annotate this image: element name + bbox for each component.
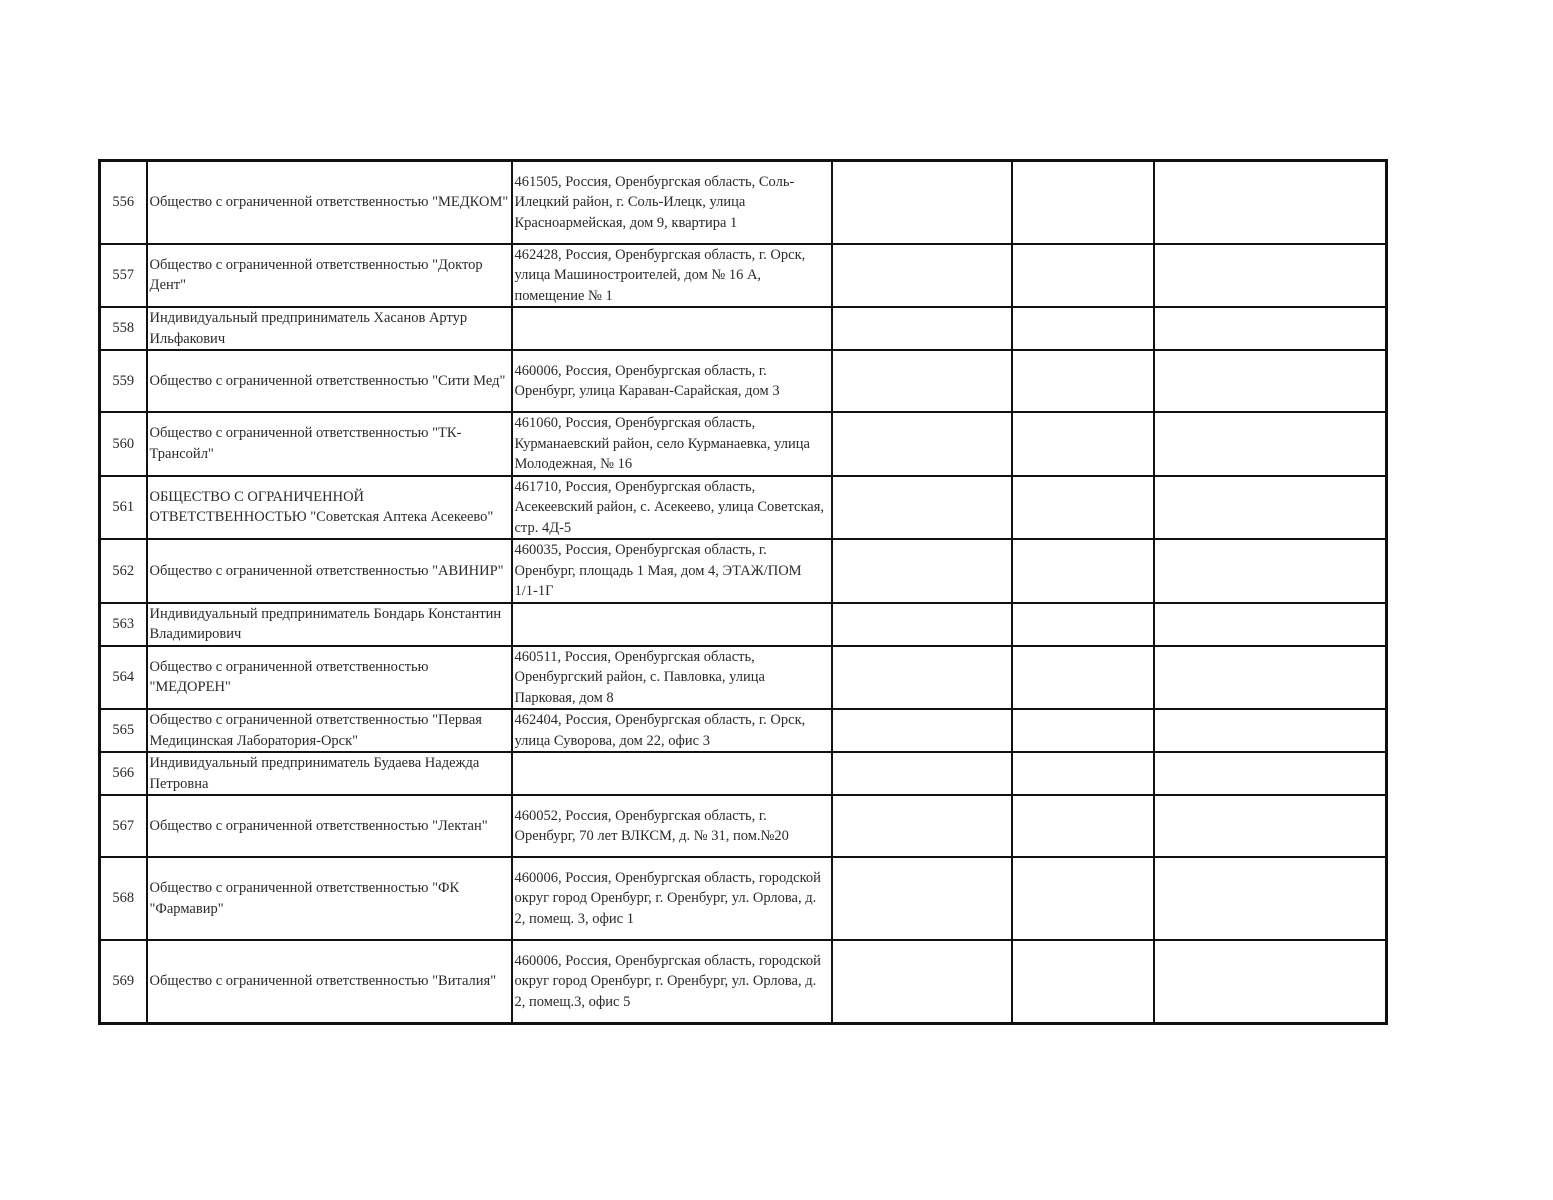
empty-cell xyxy=(1012,307,1154,350)
empty-cell xyxy=(1154,412,1387,476)
empty-cell xyxy=(832,603,1012,646)
organization-name: Общество с ограниченной ответственностью "Доктор Дент" xyxy=(147,244,512,308)
row-number: 569 xyxy=(100,940,147,1023)
empty-cell xyxy=(1012,857,1154,940)
empty-cell xyxy=(832,350,1012,412)
empty-cell xyxy=(1154,709,1387,752)
table-row xyxy=(100,307,1387,350)
row-number: 564 xyxy=(100,646,147,710)
organization-address: 461505, Россия, Оренбургская область, Соль-Илецкий район, г. Соль-Илецк, улица Красноармейская, дом 9, квартира 1 xyxy=(512,161,832,244)
empty-cell xyxy=(1012,709,1154,752)
organization-name: Общество с ограниченной ответственностью "Первая Медицинская Лаборатория-Орск" xyxy=(147,709,512,752)
empty-cell xyxy=(1012,412,1154,476)
empty-cell xyxy=(1154,603,1387,646)
organization-name: Общество с ограниченной ответственностью "АВИНИР" xyxy=(147,539,512,603)
empty-cell xyxy=(832,795,1012,857)
empty-cell xyxy=(1154,646,1387,710)
empty-cell xyxy=(832,412,1012,476)
table-row xyxy=(100,539,1387,603)
row-number: 557 xyxy=(100,244,147,308)
empty-cell xyxy=(1154,752,1387,795)
table-row xyxy=(100,412,1387,476)
organization-address: 460006, Россия, Оренбургская область, городской округ город Оренбург, г. Оренбург, ул. Орлова, д. 2, помещ.3, офис 5 xyxy=(512,940,832,1023)
row-number: 556 xyxy=(100,161,147,244)
empty-cell xyxy=(1154,857,1387,940)
organization-address xyxy=(512,752,832,795)
empty-cell xyxy=(832,476,1012,540)
empty-cell xyxy=(1012,646,1154,710)
row-number: 559 xyxy=(100,350,147,412)
organization-address: 460511, Россия, Оренбургская область, Оренбургский район, с. Павловка, улица Парковая, дом 8 xyxy=(512,646,832,710)
organization-name: Индивидуальный предприниматель Бондарь Константин Владимирович xyxy=(147,603,512,646)
empty-cell xyxy=(1154,539,1387,603)
empty-cell xyxy=(832,539,1012,603)
empty-cell xyxy=(1154,795,1387,857)
organization-address: 460052, Россия, Оренбургская область, г. Оренбург, 70 лет ВЛКСМ, д. № 31, пом.№20 xyxy=(512,795,832,857)
organization-address: 462404, Россия, Оренбургская область, г. Орск, улица Суворова, дом 22, офис 3 xyxy=(512,709,832,752)
empty-cell xyxy=(1012,795,1154,857)
empty-cell xyxy=(832,752,1012,795)
organization-name: Общество с ограниченной ответственностью "ФК "Фармавир" xyxy=(147,857,512,940)
table-row xyxy=(100,350,1387,412)
empty-cell xyxy=(832,244,1012,308)
table-row xyxy=(100,857,1387,940)
empty-cell xyxy=(1154,940,1387,1023)
empty-cell xyxy=(1012,539,1154,603)
organization-address: 461060, Россия, Оренбургская область, Курманаевский район, село Курманаевка, улица Молодежная, № 16 xyxy=(512,412,832,476)
row-number: 565 xyxy=(100,709,147,752)
empty-cell xyxy=(1012,350,1154,412)
table-row xyxy=(100,940,1387,1023)
row-number: 560 xyxy=(100,412,147,476)
empty-cell xyxy=(1012,940,1154,1023)
table-row xyxy=(100,161,1387,244)
empty-cell xyxy=(1012,161,1154,244)
registry-table xyxy=(98,159,1388,1025)
empty-cell xyxy=(1012,244,1154,308)
empty-cell xyxy=(832,709,1012,752)
table-row xyxy=(100,752,1387,795)
row-number: 562 xyxy=(100,539,147,603)
organization-name: Общество с ограниченной ответственностью "Сити Мед" xyxy=(147,350,512,412)
row-number: 566 xyxy=(100,752,147,795)
organization-name: Общество с ограниченной ответственностью "МЕДКОМ" xyxy=(147,161,512,244)
empty-cell xyxy=(832,161,1012,244)
organization-name: Общество с ограниченной ответственностью "ТК-Трансойл" xyxy=(147,412,512,476)
empty-cell xyxy=(1154,161,1387,244)
organization-name: Общество с ограниченной ответственностью "МЕДОРЕН" xyxy=(147,646,512,710)
organization-address xyxy=(512,603,832,646)
table-row xyxy=(100,709,1387,752)
row-number: 561 xyxy=(100,476,147,540)
organization-address: 460006, Россия, Оренбургская область, г. Оренбург, улица Караван-Сарайская, дом 3 xyxy=(512,350,832,412)
empty-cell xyxy=(832,940,1012,1023)
empty-cell xyxy=(1012,603,1154,646)
table-row xyxy=(100,603,1387,646)
empty-cell xyxy=(1154,476,1387,540)
table-row xyxy=(100,476,1387,540)
empty-cell xyxy=(1154,244,1387,308)
table-row xyxy=(100,795,1387,857)
empty-cell xyxy=(1154,307,1387,350)
row-number: 563 xyxy=(100,603,147,646)
row-number: 558 xyxy=(100,307,147,350)
table-row xyxy=(100,244,1387,308)
organization-name: Общество с ограниченной ответственностью "Лектан" xyxy=(147,795,512,857)
organization-address: 461710, Россия, Оренбургская область, Асекеевский район, с. Асекеево, улица Советская, стр. 4Д-5 xyxy=(512,476,832,540)
empty-cell xyxy=(1012,752,1154,795)
organization-name: Общество с ограниченной ответственностью "Виталия" xyxy=(147,940,512,1023)
organization-name: Индивидуальный предприниматель Хасанов Артур Ильфакович xyxy=(147,307,512,350)
empty-cell xyxy=(832,307,1012,350)
empty-cell xyxy=(1012,476,1154,540)
organization-name: ОБЩЕСТВО С ОГРАНИЧЕННОЙ ОТВЕТСТВЕННОСТЬЮ "Советская Аптека Асекеево" xyxy=(147,476,512,540)
empty-cell xyxy=(1154,350,1387,412)
organization-address: 462428, Россия, Оренбургская область, г. Орск, улица Машиностроителей, дом № 16 А, помещение № 1 xyxy=(512,244,832,308)
row-number: 567 xyxy=(100,795,147,857)
organization-address: 460035, Россия, Оренбургская область, г. Оренбург, площадь 1 Мая, дом 4, ЭТАЖ/ПОМ 1/1-1Г xyxy=(512,539,832,603)
row-number: 568 xyxy=(100,857,147,940)
organization-name: Индивидуальный предприниматель Будаева Надежда Петровна xyxy=(147,752,512,795)
empty-cell xyxy=(832,857,1012,940)
organization-address xyxy=(512,307,832,350)
table-row xyxy=(100,646,1387,710)
empty-cell xyxy=(832,646,1012,710)
organization-address: 460006, Россия, Оренбургская область, городской округ город Оренбург, г. Оренбург, ул. Орлова, д. 2, помещ. 3, офис 1 xyxy=(512,857,832,940)
